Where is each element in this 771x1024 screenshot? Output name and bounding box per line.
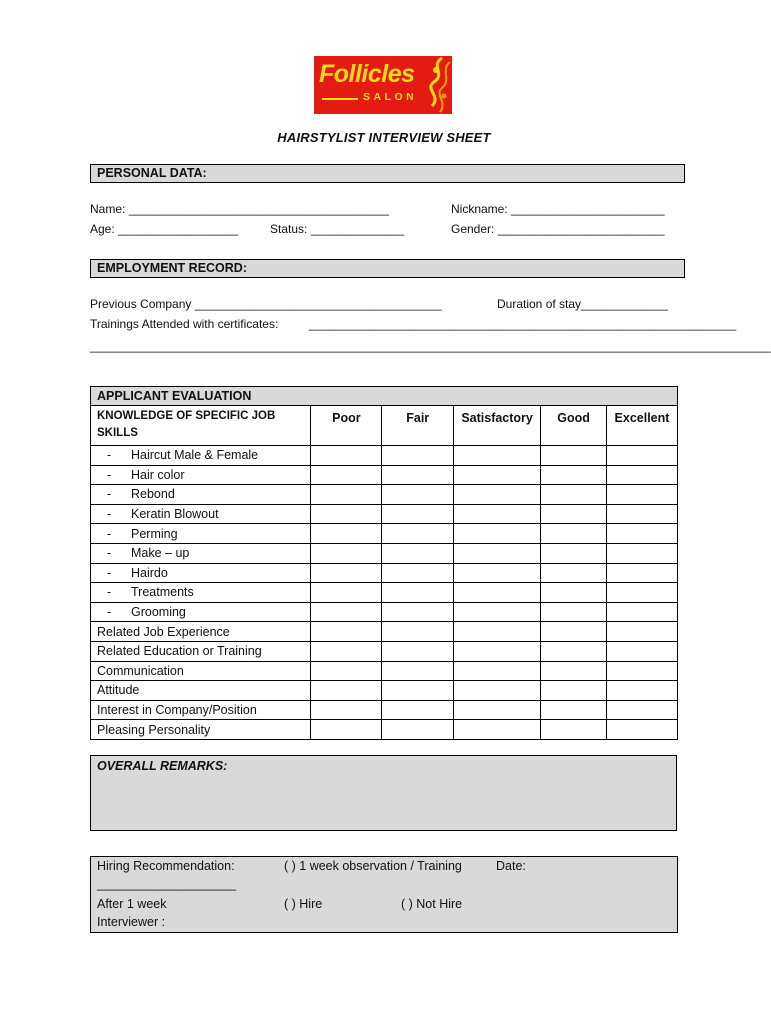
rating-cell-fair[interactable] [382, 622, 454, 642]
rating-cell-satisfactory[interactable] [454, 465, 541, 485]
rating-cell-excellent[interactable] [606, 700, 677, 720]
list-dash: - [107, 546, 112, 561]
status-blank: ______________ [310, 222, 405, 236]
logo-underline [322, 98, 358, 100]
after-one-week-label: After 1 week [97, 897, 167, 911]
rating-cell-good[interactable] [541, 504, 607, 524]
rating-cell-fair[interactable] [382, 543, 454, 563]
rating-cell-good[interactable] [541, 543, 607, 563]
criterion-cell [91, 641, 311, 661]
list-dash: - [107, 565, 112, 580]
age-blank: __________________ [118, 222, 239, 236]
evaluation-row [91, 465, 678, 485]
rating-cell-satisfactory[interactable] [454, 602, 541, 622]
previous-company-field[interactable] [90, 297, 442, 311]
criterion-cell [91, 681, 311, 701]
criterion-cell [91, 524, 311, 544]
rating-cell-fair[interactable] [382, 602, 454, 622]
rating-cell-excellent[interactable] [606, 641, 677, 661]
rating-cell-fair[interactable] [382, 700, 454, 720]
status-label: Status: [270, 222, 308, 236]
name-field[interactable] [90, 202, 389, 216]
criterion-cell [91, 465, 311, 485]
criterion-cell [91, 583, 311, 603]
rating-cell-satisfactory[interactable] [454, 563, 541, 583]
applicant-evaluation-table [90, 386, 678, 740]
evaluation-row [91, 622, 678, 642]
rating-cell-excellent[interactable] [606, 563, 677, 583]
gender-blank: _________________________ [497, 222, 665, 236]
not-hire-option[interactable]: ( ) Not Hire [401, 897, 463, 911]
evaluation-row [91, 641, 678, 661]
rating-cell-satisfactory[interactable] [454, 583, 541, 603]
evaluation-row [91, 583, 678, 603]
name-blank: _______________________________________ [128, 202, 389, 216]
criterion-cell [91, 720, 311, 740]
list-dash: - [107, 467, 112, 482]
rating-cell-excellent[interactable] [606, 504, 677, 524]
rating-cell-excellent[interactable] [606, 661, 677, 681]
rating-cell-fair[interactable] [382, 583, 454, 603]
rating-cell-fair[interactable] [382, 720, 454, 740]
rating-cell-fair[interactable] [382, 485, 454, 505]
rating-cell-satisfactory[interactable] [454, 700, 541, 720]
criterion-cell [91, 446, 311, 466]
criterion-label: Interest in Company/Position [97, 703, 257, 718]
previous-company-label: Previous Company [90, 297, 192, 311]
rating-cell-fair[interactable] [382, 524, 454, 544]
nickname-field[interactable] [451, 202, 665, 216]
rating-cell-fair[interactable] [382, 465, 454, 485]
logo-sub-text: SALON [363, 91, 418, 103]
rating-cell-fair[interactable] [382, 681, 454, 701]
rating-cell-poor[interactable] [311, 485, 382, 505]
criterion-label: Hair color [131, 467, 185, 482]
rating-cell-poor[interactable] [311, 681, 382, 701]
rating-cell-good[interactable] [541, 681, 607, 701]
list-dash: - [107, 585, 112, 600]
rating-cell-excellent[interactable] [606, 543, 677, 563]
list-dash: - [107, 605, 112, 620]
column-fair: Fair [382, 406, 454, 446]
swirl-ornament [412, 56, 452, 114]
company-logo [314, 56, 452, 114]
criterion-cell [91, 661, 311, 681]
evaluation-row [91, 700, 678, 720]
evaluation-row [91, 661, 678, 681]
evaluation-header: APPLICANT EVALUATION [91, 387, 678, 406]
rating-cell-satisfactory[interactable] [454, 622, 541, 642]
rating-cell-good[interactable] [541, 563, 607, 583]
list-dash: - [107, 526, 112, 541]
evaluation-row [91, 563, 678, 583]
gender-field[interactable] [451, 222, 665, 236]
rating-cell-poor[interactable] [311, 720, 382, 740]
trainings-blank-1[interactable]: ________________________________________________________________ [309, 317, 737, 331]
rating-cell-good[interactable] [541, 700, 607, 720]
list-dash: - [107, 448, 112, 463]
hiring-recommendation-label: Hiring Recommendation: [97, 859, 235, 873]
rating-cell-good[interactable] [541, 583, 607, 603]
criterion-cell [91, 622, 311, 642]
overall-remarks-box[interactable] [90, 755, 677, 831]
duration-field[interactable] [497, 297, 668, 311]
rating-cell-fair[interactable] [382, 661, 454, 681]
rating-cell-good[interactable] [541, 622, 607, 642]
trainings-blank-2[interactable]: ______________________________________________________________________________________________________ [90, 339, 771, 353]
rating-cell-good[interactable] [541, 641, 607, 661]
personal-data-header: PERSONAL DATA: [90, 164, 685, 183]
duration-label: Duration of stay [497, 297, 582, 311]
column-excellent: Excellent [606, 406, 677, 446]
rating-cell-poor[interactable] [311, 446, 382, 466]
criterion-label: Related Education or Training [97, 644, 262, 659]
rating-cell-poor[interactable] [311, 543, 382, 563]
criterion-label: Keratin Blowout [131, 507, 219, 522]
criterion-label: Haircut Male & Female [131, 448, 259, 463]
name-label: Name: [90, 202, 126, 216]
rating-cell-good[interactable] [541, 720, 607, 740]
column-header-row [91, 406, 678, 446]
interviewer-label: Interviewer : [97, 915, 166, 929]
criterion-label: Rebond [131, 487, 175, 502]
rating-cell-excellent[interactable] [606, 465, 677, 485]
rating-cell-poor[interactable] [311, 602, 382, 622]
criterion-label: Pleasing Personality [97, 722, 211, 737]
evaluation-row [91, 720, 678, 740]
date-label: Date: [496, 859, 526, 873]
rating-cell-excellent[interactable] [606, 622, 677, 642]
rating-cell-fair[interactable] [382, 641, 454, 661]
evaluation-row [91, 543, 678, 563]
rating-cell-poor[interactable] [311, 661, 382, 681]
criterion-cell [91, 700, 311, 720]
date-blank[interactable]: ____________________ [97, 877, 237, 891]
evaluation-row [91, 524, 678, 544]
age-label: Age: [90, 222, 115, 236]
criterion-cell [91, 504, 311, 524]
rating-cell-good[interactable] [541, 524, 607, 544]
criterion-cell [91, 602, 311, 622]
rating-cell-good[interactable] [541, 465, 607, 485]
rating-cell-poor[interactable] [311, 641, 382, 661]
rating-cell-fair[interactable] [382, 563, 454, 583]
criterion-cell [91, 485, 311, 505]
rating-cell-excellent[interactable] [606, 602, 677, 622]
evaluation-row [91, 485, 678, 505]
rating-cell-excellent[interactable] [606, 681, 677, 701]
trainings-label: Trainings Attended with certificates: [90, 317, 279, 331]
rating-cell-satisfactory[interactable] [454, 720, 541, 740]
rating-cell-poor[interactable] [311, 524, 382, 544]
duration-blank: _____________ [581, 297, 668, 311]
evaluation-row [91, 446, 678, 466]
employment-record-header: EMPLOYMENT RECORD: [90, 259, 685, 278]
rating-cell-satisfactory[interactable] [454, 543, 541, 563]
nickname-label: Nickname: [451, 202, 508, 216]
criterion-label: Related Job Experience [97, 624, 230, 639]
criterion-label: Communication [97, 663, 184, 678]
criterion-cell [91, 563, 311, 583]
gender-label: Gender: [451, 222, 495, 236]
rating-cell-poor[interactable] [311, 700, 382, 720]
criterion-label: Perming [131, 526, 178, 541]
evaluation-row [91, 681, 678, 701]
document-title: HAIRSTYLIST INTERVIEW SHEET [277, 130, 491, 145]
nickname-blank: _______________________ [511, 202, 665, 216]
evaluation-header-row [91, 387, 678, 406]
evaluation-row [91, 602, 678, 622]
list-dash: - [107, 487, 112, 502]
age-field[interactable] [90, 222, 238, 236]
rating-cell-satisfactory[interactable] [454, 641, 541, 661]
logo-brand-text: Follicles [319, 60, 415, 88]
rating-cell-poor[interactable] [311, 563, 382, 583]
rating-cell-satisfactory[interactable] [454, 485, 541, 505]
previous-company-blank: _____________________________________ [194, 297, 442, 311]
rating-cell-good[interactable] [541, 661, 607, 681]
evaluation-row [91, 504, 678, 524]
criterion-cell [91, 543, 311, 563]
criterion-label: Treatments [131, 585, 194, 600]
criterion-label: Make – up [131, 546, 190, 561]
rating-cell-poor[interactable] [311, 465, 382, 485]
rating-cell-satisfactory[interactable] [454, 661, 541, 681]
rating-cell-good[interactable] [541, 446, 607, 466]
rating-cell-satisfactory[interactable] [454, 524, 541, 544]
criterion-label: Grooming [131, 605, 186, 620]
hire-option[interactable]: ( ) Hire [284, 897, 323, 911]
criterion-label: Hairdo [131, 565, 168, 580]
observation-option[interactable]: ( ) 1 week observation / Training [284, 859, 462, 873]
column-poor: Poor [311, 406, 382, 446]
rating-cell-satisfactory[interactable] [454, 446, 541, 466]
rating-cell-good[interactable] [541, 602, 607, 622]
status-field[interactable] [270, 222, 404, 236]
rating-cell-excellent[interactable] [606, 583, 677, 603]
rating-cell-satisfactory[interactable] [454, 681, 541, 701]
rating-cell-poor[interactable] [311, 583, 382, 603]
overall-remarks-label: OVERALL REMARKS: [97, 759, 228, 773]
rating-cell-excellent[interactable] [606, 720, 677, 740]
rating-cell-excellent[interactable] [606, 485, 677, 505]
hiring-recommendation-box [90, 856, 678, 933]
rating-cell-poor[interactable] [311, 504, 382, 524]
rating-cell-excellent[interactable] [606, 524, 677, 544]
column-satisfactory: Satisfactory [454, 406, 541, 446]
rating-cell-excellent[interactable] [606, 446, 677, 466]
rating-cell-fair[interactable] [382, 446, 454, 466]
rating-cell-fair[interactable] [382, 504, 454, 524]
criterion-label: Attitude [97, 683, 140, 698]
skills-header: KNOWLEDGE OF SPECIFIC JOB SKILLS [91, 406, 311, 446]
column-good: Good [541, 406, 607, 446]
rating-cell-poor[interactable] [311, 622, 382, 642]
rating-cell-satisfactory[interactable] [454, 504, 541, 524]
rating-cell-good[interactable] [541, 485, 607, 505]
list-dash: - [107, 507, 112, 522]
